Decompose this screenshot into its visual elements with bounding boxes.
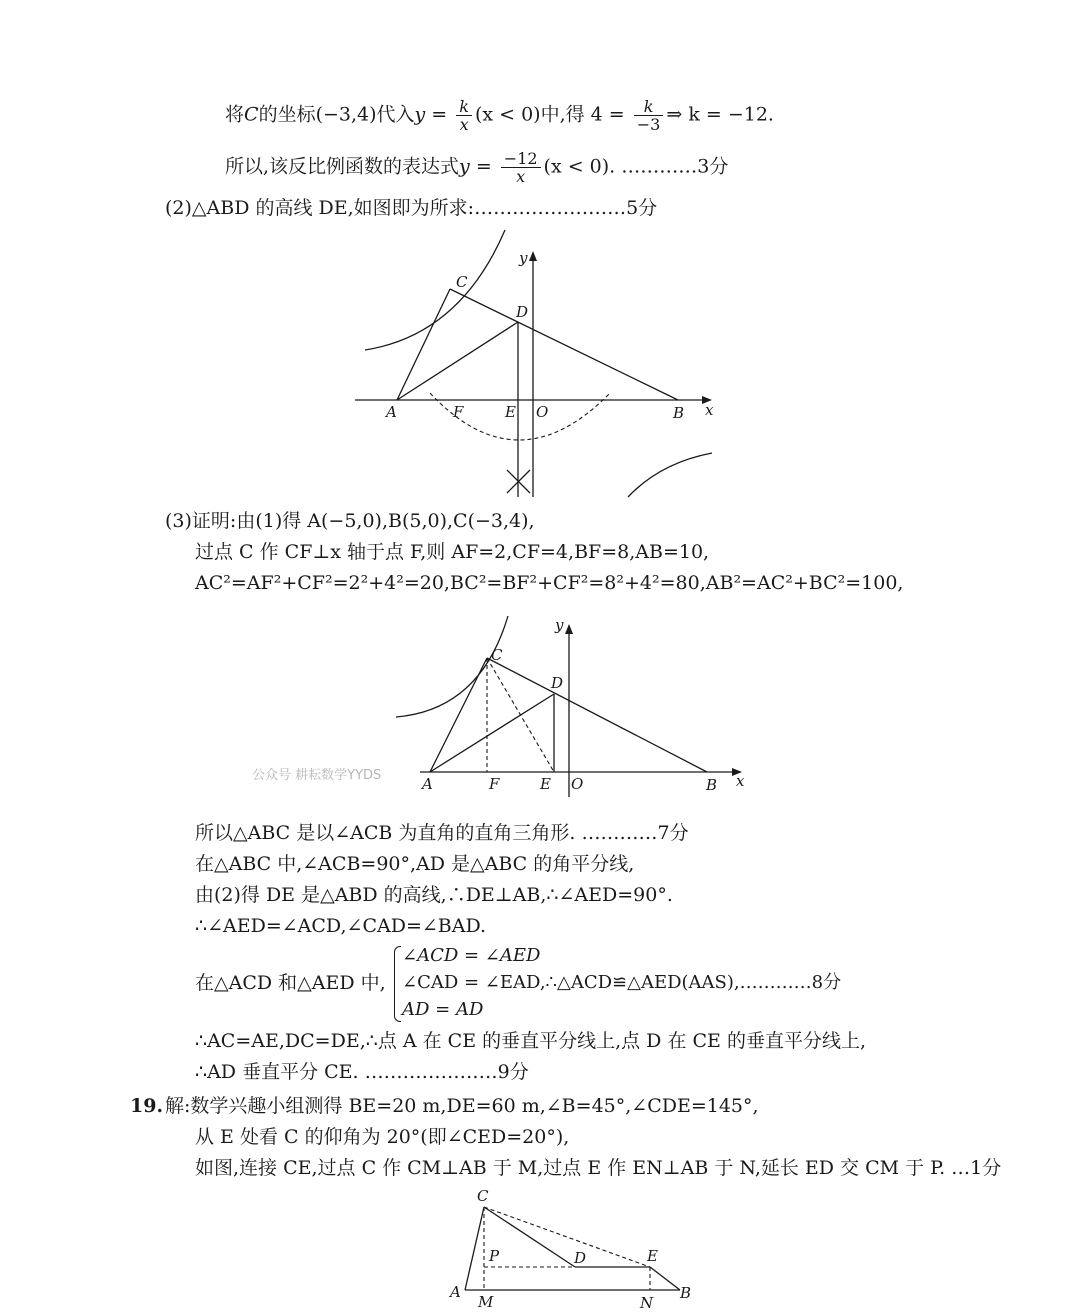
label-x: x	[705, 401, 714, 419]
hyperbola-branch	[396, 616, 508, 717]
segment-AC	[465, 1207, 484, 1290]
label-E: E	[647, 1247, 658, 1265]
figure-3	[440, 1185, 700, 1311]
figure-2-svg	[390, 612, 760, 797]
sub-line-1: 将C的坐标(−3,4)代入y = $\frac{k}{x}$ (x < 0)中,得 4 = $\frac{k}{-3}$ ⇒ k = −12.	[225, 97, 774, 134]
label-A: A	[450, 1283, 461, 1301]
system-eq-1: ∠ACD = ∠AED	[402, 945, 541, 966]
segment-AD	[430, 694, 554, 772]
label-E: E	[505, 403, 516, 421]
label-B: B	[680, 1284, 692, 1302]
fraction-k-over-x: $\frac{k}{x}$	[456, 98, 472, 133]
proof-line-7: ∴AD 垂直平分 CE. …………………9分	[195, 1061, 529, 1083]
proof-line-4: ∴∠AED=∠ACD,∠CAD=∠BAD.	[195, 915, 487, 937]
label-C: C	[477, 1187, 489, 1205]
label-A: A	[386, 403, 397, 421]
label-B: B	[706, 776, 718, 794]
label-y: y	[519, 249, 528, 267]
system-eq-2: ∠CAD = ∠EAD,∴△ACD≌△AED(AAS),…………8分	[402, 972, 842, 993]
proof-line-6: ∴AC=AE,DC=DE,∴点 A 在 CE 的垂直平分线上,点 D 在 CE 的垂直平分线上,	[195, 1030, 866, 1052]
part3-line-1: (3)证明:由(1)得 A(−5,0),B(5,0),C(−3,4),	[165, 510, 535, 532]
label-C: C	[491, 646, 503, 664]
figure-1-svg	[340, 225, 730, 505]
problem-19-number: 19.	[130, 1095, 164, 1117]
proof-line-3: 由(2)得 DE 是△ABD 的高线,∴DE⊥AB,∴∠AED=90°.	[195, 884, 673, 906]
watermark-text: 公众号 耕耘数学YYDS	[252, 768, 382, 783]
hyperbola-lower	[628, 453, 712, 497]
label-M: M	[478, 1293, 494, 1311]
expression-line: 所以,该反比例函数的表达式y = $\frac{-12}{x}$ (x < 0). …………3分	[225, 149, 729, 186]
figure-2	[390, 612, 760, 797]
part2-line: (2)△ABD 的高线 DE,如图即为所求:……………………5分	[165, 197, 658, 219]
label-y: y	[555, 616, 564, 634]
system-eq-3: AD = AD	[402, 999, 484, 1020]
fraction-k-over-neg3: $\frac{k}{-3}$	[634, 98, 664, 133]
label-O: O	[536, 403, 549, 421]
segment-AC	[430, 658, 487, 772]
label-D: D	[551, 674, 564, 692]
label-C: C	[456, 273, 468, 291]
label-E: E	[540, 775, 551, 793]
hyperbola-upper	[365, 230, 505, 350]
figure-3-svg	[440, 1185, 700, 1311]
label-F: F	[453, 403, 464, 421]
label-O: O	[571, 775, 584, 793]
proof-line-1: 所以△ABC 是以∠ACB 为直角的直角三角形. …………7分	[195, 822, 689, 844]
label-D: D	[574, 1249, 587, 1267]
label-F: F	[489, 775, 500, 793]
fraction-neg12-over-x: $\frac{-12}{x}$	[501, 150, 541, 185]
part3-line-2: 过点 C 作 CF⊥x 轴于点 F,则 AF=2,CF=4,BF=8,AB=10,	[195, 541, 710, 563]
segment-CE-dashed	[484, 1207, 650, 1267]
problem-19-line-3: 如图,连接 CE,过点 C 作 CM⊥AB 于 M,过点 E 作 EN⊥AB 于 N,延长 ED 交 CM 于 P. …1分	[195, 1157, 1002, 1179]
segment-EB	[650, 1267, 680, 1290]
figure-1	[340, 225, 730, 505]
proof-line-2: 在△ABC 中,∠ACB=90°,AD 是△ABC 的角平分线,	[195, 853, 635, 875]
problem-19-line-1: 解:数学兴趣小组测得 BE=20 m,DE=60 m,∠B=45°,∠CDE=145°,	[165, 1095, 759, 1117]
problem-19-line-2: 从 E 处看 C 的仰角为 20°(即∠CED=20°),	[195, 1126, 570, 1148]
label-P: P	[489, 1247, 500, 1265]
label-x: x	[736, 772, 745, 790]
proof-line-5-lead: 在△ACD 和△AED 中,	[195, 972, 386, 994]
part3-line-3: AC²=AF²+CF²=2²+4²=20,BC²=BF²+CF²=8²+4²=80,AB²=AC²+BC²=100,	[195, 572, 904, 594]
label-A: A	[422, 775, 433, 793]
label-D: D	[516, 303, 529, 321]
y-axis-arrow	[529, 251, 537, 261]
y-axis-arrow	[565, 624, 573, 634]
label-N: N	[640, 1294, 654, 1311]
label-B: B	[673, 404, 685, 422]
system-brace	[394, 946, 401, 1022]
